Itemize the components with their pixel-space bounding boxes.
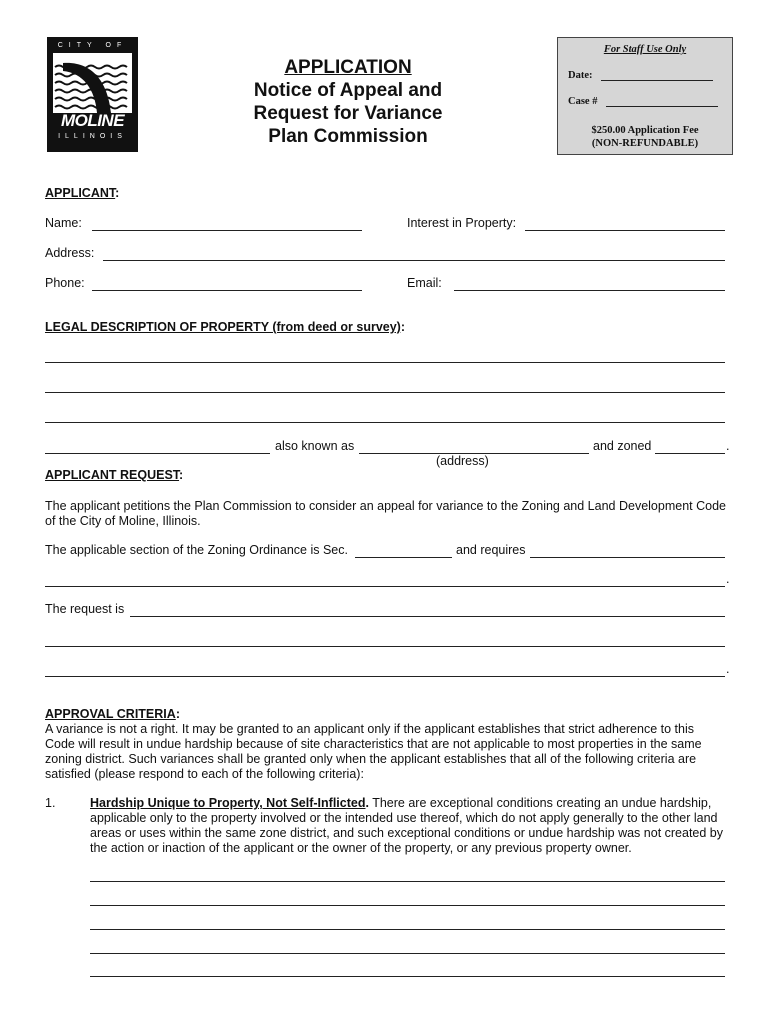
- address-field[interactable]: [103, 260, 725, 261]
- legal-description-line-2[interactable]: [45, 392, 725, 393]
- criteria-1-answer-line-5[interactable]: [90, 976, 725, 977]
- request-field-line-3[interactable]: [45, 676, 725, 677]
- criteria-1-answer-line-3[interactable]: [90, 929, 725, 930]
- logo-river-graphic: [53, 53, 132, 113]
- interest-field[interactable]: [525, 230, 725, 231]
- request-field-line-2[interactable]: [45, 646, 725, 647]
- title-line-3: Request for Variance: [253, 103, 443, 124]
- criteria-item-number: 1.: [45, 796, 56, 810]
- zoned-period: .: [726, 439, 730, 453]
- requires-field-line-2[interactable]: [45, 586, 725, 587]
- address-label: Address:: [45, 246, 95, 260]
- logo-state-text: ILLINOIS: [58, 133, 127, 140]
- form-title: [238, 56, 458, 148]
- criteria-1-answer-line-2[interactable]: [90, 905, 725, 906]
- email-label: Email:: [407, 276, 442, 290]
- name-label: Name:: [45, 216, 82, 230]
- ordinance-section-field[interactable]: [355, 557, 452, 558]
- staff-case-label: Case #: [568, 96, 598, 107]
- legal-description-heading: LEGAL DESCRIPTION OF PROPERTY (from deed or survey):: [45, 320, 406, 334]
- staff-box-header: For Staff Use Only: [603, 44, 687, 55]
- request-period: .: [726, 662, 730, 676]
- approval-criteria-text: A variance is not a right. It may be granted to an applicant only if the applicant establishes that strict adherence to this Code will result in undue hardship because of site characteristics that are not applicable to most properties in the same zoning district. Such variances shall be granted only when the applicant establishes that all of the following criteria are satisfied (please respond to each of the following criteria):: [45, 722, 702, 781]
- staff-fee-line-2: (NON-REFUNDABLE): [591, 138, 699, 149]
- phone-field[interactable]: [92, 290, 362, 291]
- staff-use-box: [557, 37, 733, 155]
- criteria-1-answer-line-1[interactable]: [90, 881, 725, 882]
- staff-fee-line-1: $250.00 Application Fee: [591, 125, 699, 136]
- staff-date-label: Date:: [568, 70, 593, 81]
- legal-description-line-1[interactable]: [45, 362, 725, 363]
- and-zoned-label: and zoned: [593, 439, 652, 453]
- requires-label: and requires: [456, 543, 526, 557]
- staff-case-field[interactable]: [606, 97, 718, 107]
- requires-field[interactable]: [530, 557, 725, 558]
- also-known-as-label: also known as: [275, 439, 355, 453]
- address-caption: (address): [436, 454, 489, 468]
- legal-description-line-3[interactable]: [45, 422, 725, 423]
- approval-criteria-heading: APPROVAL CRITERIA:: [45, 707, 180, 721]
- applicant-request-heading: APPLICANT REQUEST:: [45, 468, 184, 482]
- criteria-1-answer-line-4[interactable]: [90, 953, 725, 954]
- email-field[interactable]: [454, 290, 725, 291]
- request-intro-text: The applicant petitions the Plan Commission to consider an appeal for variance to the Zoning and Land Development Code of the City of Moline, Illinois.: [45, 499, 726, 528]
- staff-date-field[interactable]: [601, 71, 713, 81]
- request-field[interactable]: [130, 616, 725, 617]
- ordinance-section-label: The applicable section of the Zoning Ordinance is Sec.: [45, 543, 348, 557]
- title-line-2: Notice of Appeal and: [253, 80, 443, 101]
- title-line-1: APPLICATION: [284, 57, 412, 78]
- name-field[interactable]: [92, 230, 362, 231]
- interest-label: Interest in Property:: [407, 216, 517, 230]
- zoning-field[interactable]: [655, 453, 725, 454]
- logo-name-text: MOLINE: [60, 111, 125, 130]
- legal-description-field[interactable]: [45, 453, 270, 454]
- request-label: The request is: [45, 602, 125, 616]
- title-line-4: Plan Commission: [268, 126, 428, 147]
- criteria-item-1: Hardship Unique to Property, Not Self-Inflicted. There are exceptional conditions creating an undue hardship, applicable only to the property involved or the intended use thereof, which do not apply generally to the other land areas or uses within the same zone district, and such exceptional conditions or undue hardship was not created by the action or inaction of the applicant or the owner of the property, or any previous property owner.: [90, 796, 724, 855]
- phone-label: Phone:: [45, 276, 85, 290]
- staff-date-row: [568, 70, 713, 81]
- staff-case-row: [568, 96, 718, 107]
- requires-period: .: [726, 572, 730, 586]
- city-logo: [47, 37, 138, 152]
- logo-city-text: CITY OF: [57, 42, 128, 49]
- applicant-heading: APPLICANT:: [45, 186, 120, 200]
